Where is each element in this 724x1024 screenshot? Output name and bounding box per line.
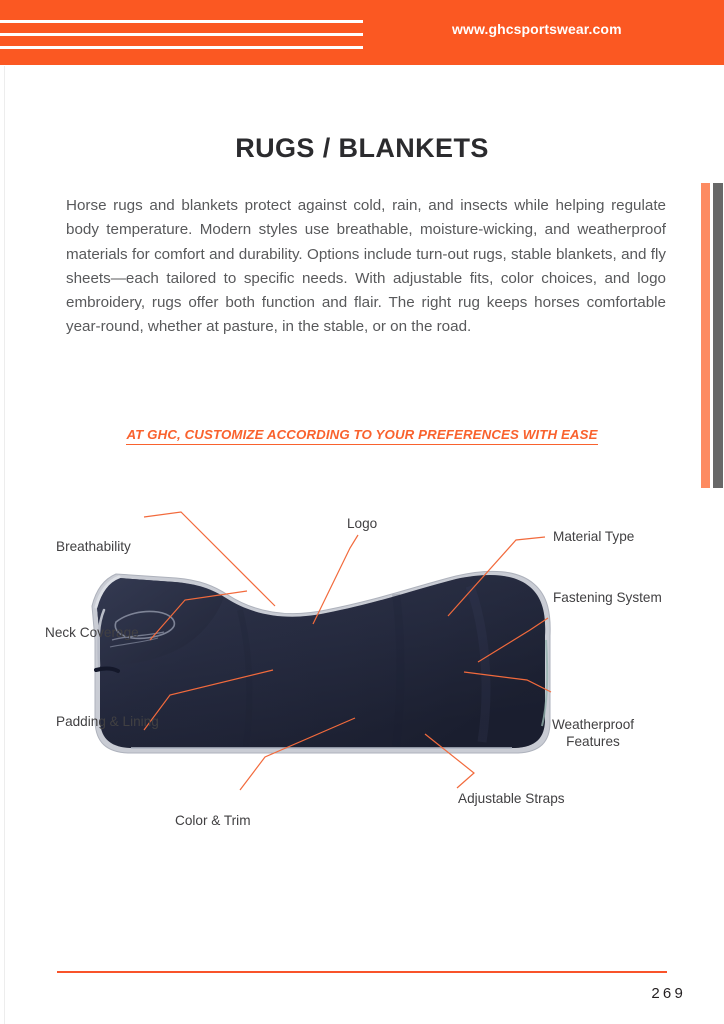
callout-label-breathability: Breathability [56,539,131,554]
callout-label-logo: Logo [347,516,378,531]
callout-label-color-trim: Color & Trim [175,813,251,828]
tagline [0,427,724,442]
page-title: RUGS / BLANKETS [235,133,489,163]
callout-label-adjustable-straps: Adjustable Straps [458,791,565,806]
callout-label-material-type: Material Type [553,529,635,544]
header-website-url: www.ghcsportswear.com [452,21,622,37]
callout-label-weatherproof-features: Weatherproof Features [551,717,635,749]
rug-fold-2 [396,594,401,746]
callout-label-padding-lining: Padding & Lining [56,714,159,729]
accent-bar [701,183,710,488]
callout-label-neck-coverage: Neck Coverage [45,625,139,640]
header-rule-3 [0,46,363,49]
page-header-band [0,0,724,65]
header-rule-1 [0,20,363,23]
intro-paragraph: Horse rugs and blankets protect against cold, rain, and insects while helping regulate body temperature. Modern styles use breathable, moisture-wicking, and weatherproof materials for comfort and durability. Options include turn-out rugs, stable blankets, and fly sheets—each tailored to specific needs. With adjustable fits, color choices, and logo embroidery, rugs offer both function and flair. The right rug keeps horses comfortable year-round, whether at pasture, in the stable, or on the road. [66,197,666,336]
scrollbar-thumb[interactable] [713,183,723,488]
callout-label-fastening-system: Fastening System [553,590,662,605]
footer-rule [57,971,667,973]
tagline-text: AT GHC, CUSTOMIZE ACCORDING TO YOUR PREFERENCES WITH EASE [126,427,597,445]
product-callout-diagram [0,490,724,850]
header-rule-2 [0,33,363,36]
page-number: 269 [651,985,686,1002]
